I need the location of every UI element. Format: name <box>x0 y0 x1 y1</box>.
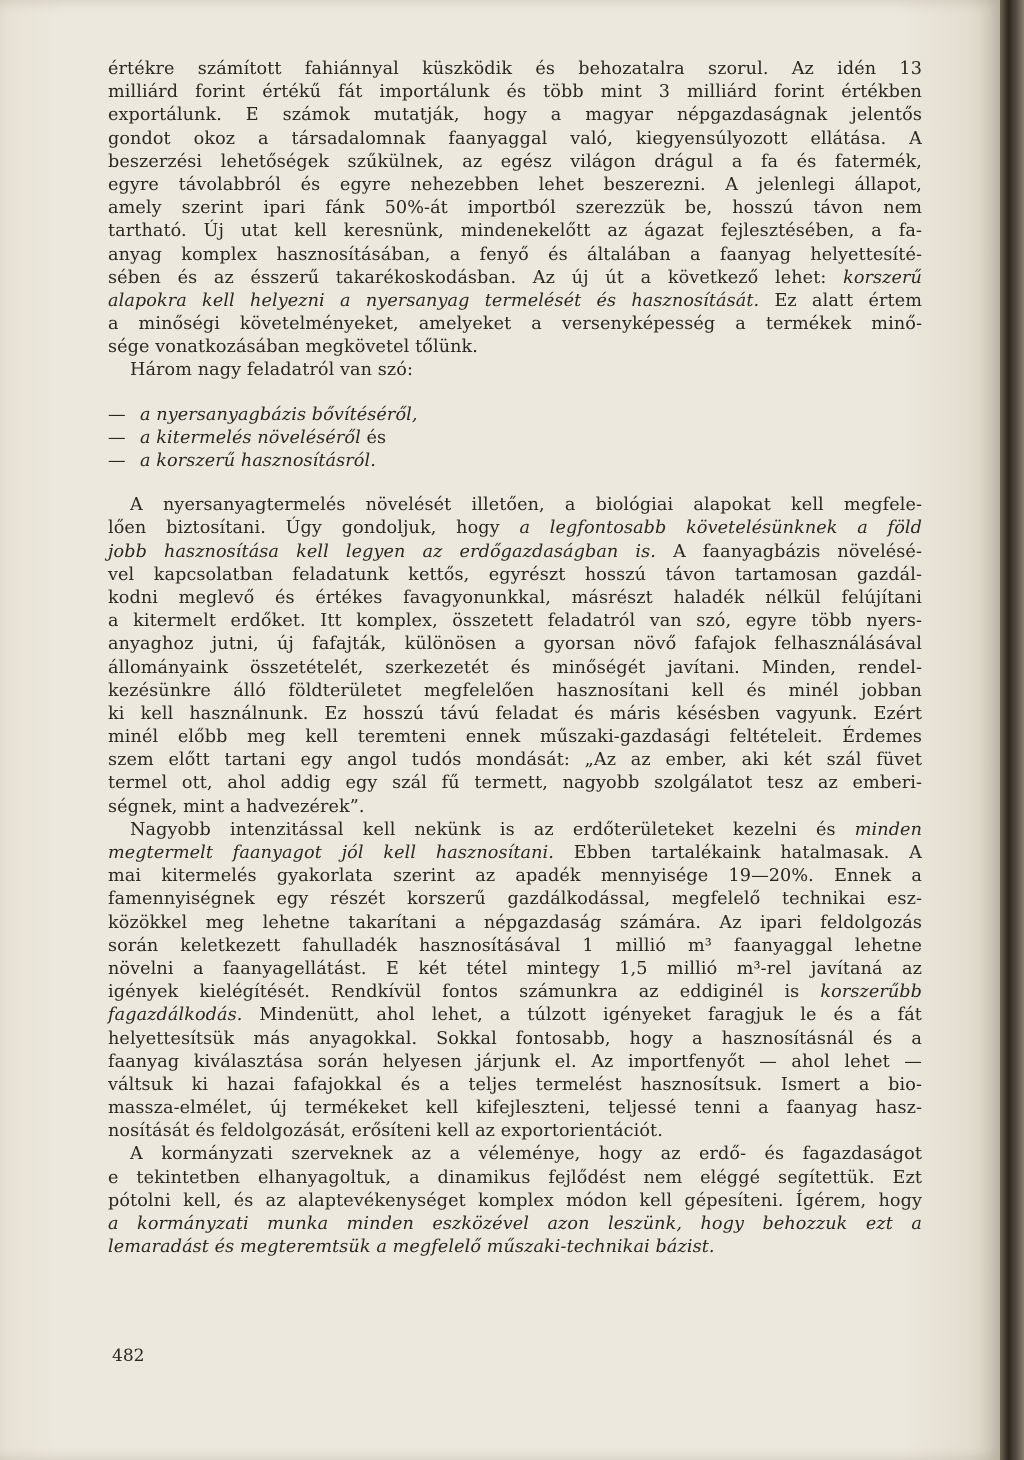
text-line: egyre távolabbról és egyre nehezebben lehet beszerezni. A jelenlegi állapot, <box>108 174 922 195</box>
list-item-tail: és <box>366 427 387 448</box>
text-line: exportálunk. E számok mutatják, hogy a magyar népgazdaságnak jelentős <box>108 105 922 126</box>
page-number: 482 <box>112 1346 145 1366</box>
text-line: anyag komplex hasznosításában, a fenyő és általában a faanyag helyettesíté- <box>108 244 922 265</box>
text-line: kodni meglevő és értékes favagyonunkkal, másrészt haladék nélkül felújítani <box>108 587 922 608</box>
text-line: massza-elmélet, új termékeket kell kifejleszteni, teljessé tenni a faanyag hasz- <box>108 1098 922 1119</box>
text-line: minél előbb meg kell teremteni ennek műszaki-gazdasági feltételeit. Érdemes <box>108 727 922 748</box>
text-line: termel ott, ahol addig egy szál fű termett, nagyobb szolgálatot tesz az emberi- <box>108 773 922 794</box>
text-run: A faanyagbázis növelésé- <box>673 541 922 562</box>
text-line: sége vonatkozásában megkövetel tőlünk. <box>108 337 479 358</box>
text-line: a minőségi követelményeket, amelyeket a versenyképesség a termékek minő- <box>108 314 922 335</box>
italic-run: fagazdálkodás. <box>108 1005 243 1026</box>
text-run: igények kielégítését. Rendkívül fontos számunkra az eddiginél is <box>108 982 800 1003</box>
italic-run: alapokra kell helyezni a nyersanyag termelését és hasznosítását. <box>108 290 760 311</box>
text-line: a kitermelt erdőket. Itt komplex, összetett feladatról van szó, egyre több nyers- <box>108 611 922 632</box>
list-item <box>108 427 922 450</box>
text-run: sében és az ésszerű takarékoskodásban. Az új út a következő lehet: <box>108 267 827 288</box>
dash-mark: — <box>108 427 126 448</box>
italic-run: korszerűbb <box>820 982 922 1003</box>
dash-mark: — <box>108 404 126 425</box>
text-line: beszerzési lehetőségek szűkülnek, az egész világon drágul a fa és fatermék, <box>108 151 922 172</box>
text-line <box>108 819 922 842</box>
text-run: Ez alatt értem <box>774 290 922 311</box>
text-run: Ebben tartalékaink hatalmasak. A <box>573 843 922 863</box>
text-line <box>108 981 922 1004</box>
text-line: pótolni kell, és az alaptevékenységet komplex módon kell gépesíteni. Ígérem, hogy <box>108 1190 922 1211</box>
text-line: anyaghoz jutni, új fafajták, különösen a gyorsan növő fafajok felhasználásával <box>108 634 922 655</box>
list-item <box>108 450 922 473</box>
text-line <box>108 1236 922 1259</box>
text-run: Nagyobb intenzitással kell nekünk is az erdőterületeket kezelni és <box>130 819 836 840</box>
text-line: A nyersanyagtermelés növelését illetően, a biológiai alapokat kell megfele- <box>130 495 922 516</box>
text-line: mai kitermelés gyakorlata szerint az apadék mennyisége 19—20%. Ennek a <box>108 866 922 887</box>
text-line <box>108 1213 922 1236</box>
text-line: helyettesítsük más anyagokkal. Sokkal fontosabb, hogy a hasznosításnál és a <box>108 1028 922 1049</box>
text-line <box>108 541 922 564</box>
body-text <box>108 58 922 1259</box>
text-run: Mindenütt, ahol lehet, a túlzott igényeket faragjuk le és a fát <box>259 1005 922 1026</box>
text-line: Három nagy feladatról van szó: <box>130 360 413 381</box>
list-item-italic: a kitermelés növeléséről <box>140 427 361 448</box>
italic-run: lemaradást és megteremtsük a megfelelő műszaki-technikai bázist. <box>108 1237 715 1258</box>
text-line: vel kapcsolatban feladatunk kettős, egyrészt hosszú távon tartamosan gazdál- <box>108 564 922 585</box>
italic-run: korszerű <box>843 267 922 288</box>
spacer <box>108 383 922 404</box>
italic-run: jobb hasznosítása kell legyen az erdőgazdaságban is. <box>108 541 656 562</box>
italic-run: megtermelt faanyagot jól kell hasznosítani. <box>108 843 554 863</box>
text-line: váltsuk ki hazai fafajokkal és a teljes termelést hasznosítsuk. Ismert a bio- <box>108 1074 922 1095</box>
list-item-italic: a korszerű hasznosításról. <box>140 451 376 471</box>
list-item-italic: a nyersanyagbázis bővítéséről, <box>140 404 418 425</box>
italic-run: a kormányzati munka minden eszközével azon leszünk, hogy behozzuk ezt a <box>108 1214 922 1234</box>
text-line <box>108 267 922 290</box>
text-run: lően biztosítani. Úgy gondoljuk, hogy <box>108 518 500 539</box>
text-line: állományaink összetételét, szerkezetét és minőségét javítani. Minden, rendel- <box>108 657 922 678</box>
text-line: amely szerint ipari fánk 50%-át importból szerezzük be, hosszú távon nem <box>108 198 922 219</box>
text-line <box>108 517 922 540</box>
dash-mark: — <box>108 451 126 471</box>
text-line: famennyiségnek egy részét korszerű gazdálkodással, megfelelő technikai esz- <box>108 889 922 910</box>
list-item <box>108 404 922 427</box>
text-line: A kormányzati szerveknek az a véleménye, hogy az erdő- és fagazdaságot <box>130 1144 922 1165</box>
text-line: tartható. Új utat kell keresnünk, mindenekelőtt az ágazat fejlesztésében, a fa- <box>108 221 922 242</box>
book-spine-shadow <box>1000 0 1024 1460</box>
text-line <box>108 842 922 865</box>
italic-run: a legfontosabb követelésünknek a föld <box>519 518 922 539</box>
text-line <box>108 290 922 313</box>
italic-run: minden <box>854 819 922 840</box>
text-line: kezésünkre álló földterületet megfelelően hasznosítani kell és minél jobban <box>108 680 922 701</box>
text-line: faanyag kiválasztása során helyesen járjunk el. Az importfenyőt — ahol lehet — <box>108 1051 922 1072</box>
text-line: nosítását és feldolgozását, erősíteni kell az exportorientációt. <box>108 1121 663 1142</box>
text-line: ségnek, mint a hadvezérek”. <box>108 796 365 817</box>
text-line: értékre számított fahiánnyal küszködik és behozatalra szorul. Az idén 13 <box>108 59 922 79</box>
text-line: közökkel meg lehetne takarítani a népgazdaság számára. Az ipari feldolgozás <box>108 912 922 933</box>
text-line: ki kell használnunk. Ez hosszú távú feladat és máris késésben vagyunk. Ezért <box>108 703 922 724</box>
text-line <box>108 1004 922 1027</box>
text-line: gondot okoz a társadalomnak faanyaggal való, kiegyensúlyozott ellátása. A <box>108 128 922 149</box>
text-line: milliárd forint értékű fát importálunk és több mint 3 milliárd forint értékben <box>108 82 922 103</box>
text-line: során keletkezett fahulladék hasznosításával 1 millió m³ faanyaggal lehetne <box>108 935 922 956</box>
text-line: növelni a faanyagellátást. E két tétel mintegy 1,5 millió m³-rel javítaná az <box>108 958 922 979</box>
spacer <box>108 473 922 494</box>
text-line: e tekintetben elhanyagoltuk, a dinamikus fejlődést nem eléggé segítettük. Ezt <box>108 1167 922 1188</box>
text-line: szem előtt tartani egy angol tudós mondását: „Az az ember, aki két szál füvet <box>108 750 922 771</box>
